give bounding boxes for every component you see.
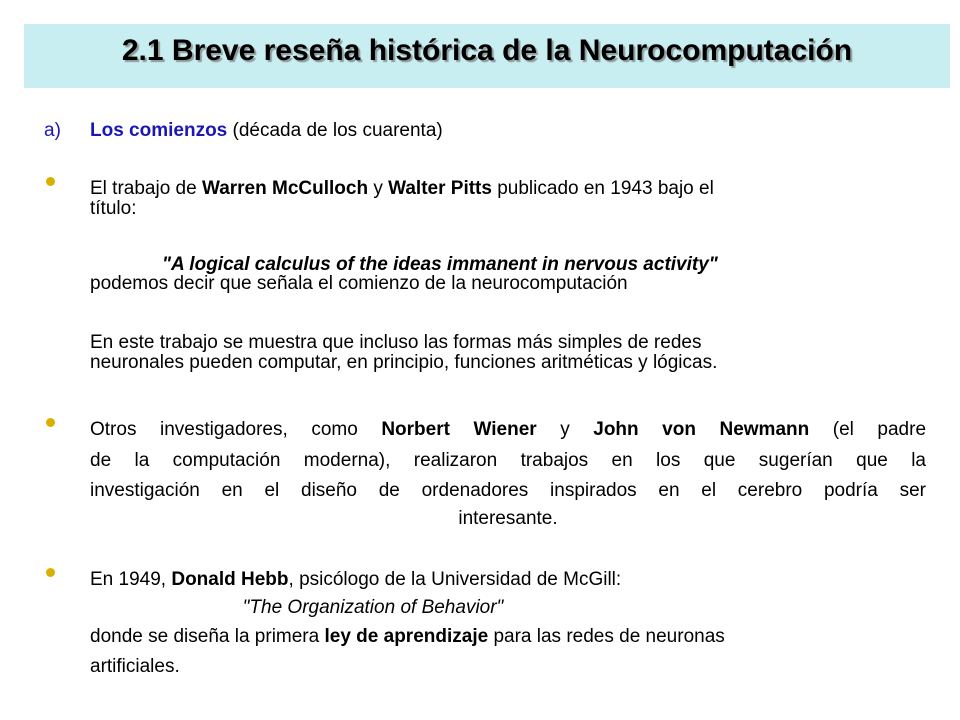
text-span: publicado en 1943 bajo el — [491, 178, 714, 199]
bullet-icon — [46, 418, 55, 427]
section-heading-text: Los comienzos — [90, 120, 228, 141]
bullet3-line4: artificiales. — [90, 656, 180, 677]
name-hebb: Donald Hebb — [171, 569, 289, 590]
learning-law: ley de aprendizaje — [324, 626, 489, 647]
bullet2-line4: interesante. — [458, 508, 558, 529]
page-title: 2.1 Breve reseña histórica de la Neurocomputación — [121, 34, 853, 67]
bullet-icon — [46, 177, 55, 186]
bullet2-line1 — [90, 420, 926, 439]
name-von-newmann: John von Newmann — [593, 419, 810, 440]
text-span: donde se diseña la primera — [90, 626, 325, 647]
bullet1-line2: título: — [90, 198, 137, 219]
section-heading-suffix: (década de los cuarenta) — [227, 120, 443, 141]
book-title-quote: "The Organization of Behavior" — [242, 597, 504, 618]
text-span: En 1949, — [90, 569, 172, 590]
bullet1-line1 — [90, 179, 714, 198]
text-span: , psicólogo de la Universidad de McGill: — [288, 569, 622, 590]
bullet3-line1 — [90, 570, 621, 589]
paper-title-quote: "A logical calculus of the ideas immanent in nervous activity" — [162, 254, 718, 275]
bullet2-line3: investigación en el diseño de ordenadores inspirados en el cerebro podría ser — [90, 480, 926, 501]
bullet2-line2: de la computación moderna), realizaron trabajos en los que sugerían que la — [90, 450, 926, 471]
text-span: Otros investigadores, como — [90, 419, 382, 440]
name-wiener: Norbert Wiener — [381, 419, 537, 440]
bullet1-line4: podemos decir que señala el comienzo de la neurocomputación — [90, 273, 628, 294]
text-span: y — [536, 419, 594, 440]
author-mcculloch: Warren McCulloch — [201, 178, 369, 199]
text-span: El trabajo de — [90, 178, 202, 199]
text-span: y — [368, 178, 389, 199]
text-span: (el padre — [809, 419, 927, 440]
bullet-icon — [46, 568, 55, 577]
text-span: para las redes de neuronas — [488, 626, 725, 647]
bullet1-para-line1: En este trabajo se muestra que incluso las formas más simples de redes — [90, 332, 702, 353]
bullet1-para-line2: neuronales pueden computar, en principio, funciones aritméticas y lógicas. — [90, 352, 718, 373]
section-marker: a) — [44, 120, 61, 141]
bullet3-line3 — [90, 627, 725, 646]
section-heading — [90, 121, 443, 140]
author-pitts: Walter Pitts — [388, 178, 492, 199]
